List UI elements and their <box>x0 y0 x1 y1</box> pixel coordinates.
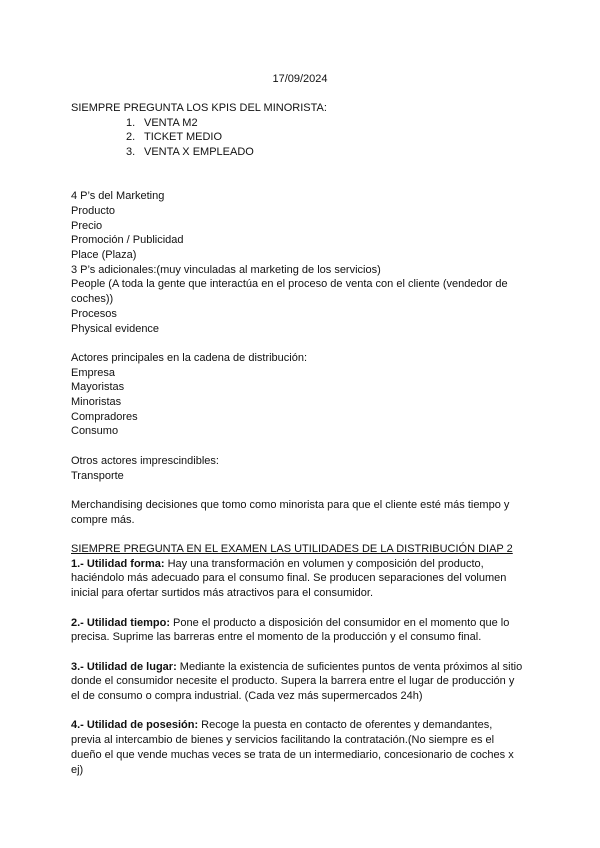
marketing-title: 4 P’s del Marketing <box>71 190 165 203</box>
others-item: Transporte <box>71 469 124 482</box>
utility-text: Pone el producto a disposición del consumidor en el momento que lo precisa. Suprime las barreras entre el momento de la producción y el consumo final. <box>71 616 510 644</box>
marketing-p-item: Promoción / Publicidad <box>71 234 184 247</box>
list-item: 2. TICKET MEDIO <box>126 131 223 144</box>
marketing-physical: Physical evidence <box>71 322 160 335</box>
kpi-item-label: VENTA M2 <box>144 116 198 129</box>
utility-label: 4.- Utilidad de posesión: <box>71 719 199 732</box>
utility-label: 3.- Utilidad de lugar: <box>71 660 177 673</box>
utility-label: 1.- Utilidad forma: <box>71 557 165 570</box>
utility-text: Recoge la puesta en contacto de oferentes y demandantes, previa al intercambio de bienes y servicios facilitando la contratación.(No siempre es el dueño el que vende muchas veces se trata de un intermediario, concesionario de coches x ej) <box>71 719 514 776</box>
actor-item: Mayoristas <box>71 381 125 394</box>
actor-item: Compradores <box>71 410 138 423</box>
utilities-heading: SIEMPRE PREGUNTA EN EL EXAMEN LAS UTILIDADES DE LA DISTRIBUCIÓN DIAP 2 <box>71 543 513 555</box>
utility-lugar <box>71 660 523 704</box>
list-item: 1. VENTA M2 <box>126 116 198 129</box>
others-title: Otros actores imprescindibles: <box>71 454 219 467</box>
utility-posesion <box>71 718 523 777</box>
actors-title: Actores principales en la cadena de distribución: <box>71 351 308 364</box>
actor-item: Minoristas <box>71 396 122 409</box>
kpi-list <box>71 116 523 160</box>
marketing-p-item: Precio <box>71 219 103 232</box>
utility-tiempo <box>71 616 523 645</box>
document-body <box>71 101 523 777</box>
marketing-p-item: Place (Plaza) <box>71 249 137 261</box>
utility-text: Hay una transformación en volumen y composición del producto, haciéndolo más adecuado para el consumo final. Se producen separaciones del volumen inicial para ofertar surtidos más atractivos para el consumidor. <box>71 557 507 600</box>
list-item: 3. VENTA X EMPLEADO <box>126 146 254 159</box>
utility-label: 2.- Utilidad tiempo: <box>71 616 170 629</box>
kpi-item-label: TICKET MEDIO <box>144 131 223 144</box>
document-date: 17/09/2024 <box>272 73 328 85</box>
marketing-extra-title: 3 P’s adicionales:(muy vinculadas al marketing de los servicios) <box>71 263 381 276</box>
utility-text: Mediante la existencia de suficientes puntos de venta próximos al sitio donde el consumidor necesite el producto. Supera la barrera entre el lugar de producción y el de consumo o compra industrial. (Cada vez más supermercados 24h) <box>71 660 523 702</box>
utility-forma <box>71 557 523 601</box>
merchandising-note: Merchandising decisiones que tomo como minorista para que el cliente esté más tiempo y compre más. <box>71 498 510 526</box>
actor-item: Empresa <box>71 366 116 379</box>
marketing-procesos: Procesos <box>71 307 117 320</box>
actor-item: Consumo <box>71 425 119 438</box>
kpi-item-label: VENTA X EMPLEADO <box>144 146 254 159</box>
marketing-p-item: Producto <box>71 204 116 217</box>
marketing-people: People (A toda la gente que interactúa en el proceso de venta con el cliente (vendedor de coches)) <box>71 278 508 306</box>
kpis-heading: SIEMPRE PREGUNTA LOS KPIS DEL MINORISTA: <box>71 102 327 114</box>
